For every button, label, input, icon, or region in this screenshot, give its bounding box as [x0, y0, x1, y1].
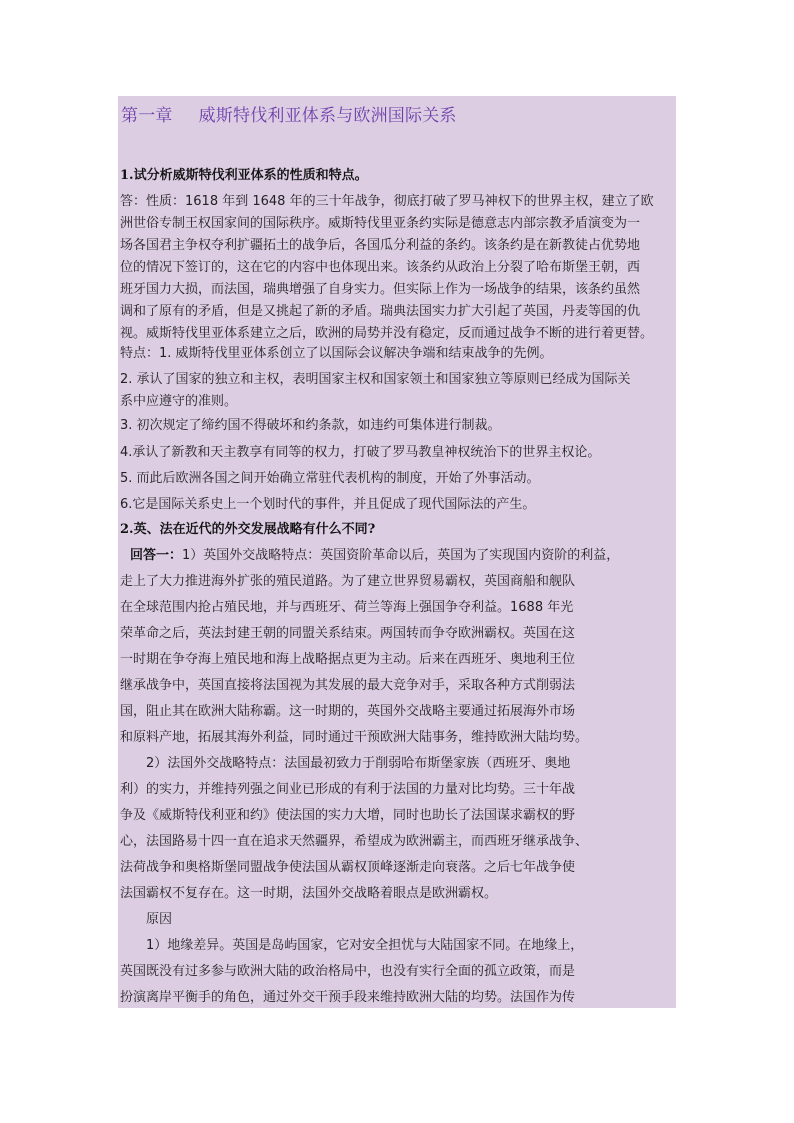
answer-line: 2）法国外交战略特点：法国最初致力于削弱哈布斯堡家族（西班牙、奥地: [146, 756, 571, 771]
document-page: [118, 96, 676, 1008]
feature-line: 系中应遵守的准则。: [120, 394, 238, 409]
answer-line: 洲世俗专制王权国家间的国际秩序。威斯特伐里亚条约实际是德意志内部宗教矛盾演变为一: [120, 216, 641, 231]
chapter-number: 第一章: [121, 106, 173, 126]
answer-line: 和原料产地，拓展其海外利益，同时通过干预欧洲大陆事务，维持欧洲大陆均势。: [120, 730, 589, 745]
answer-line: 走上了大力推进海外扩张的殖民道路。为了建立世界贸易霸权，英国商船和舰队: [120, 574, 576, 589]
answer-line: 班牙国力大损，而法国，瑞典增强了自身实力。但实际上作为一场战争的结果，该条约虽然: [120, 282, 641, 297]
feature-line: 4.承认了新教和天主教享有同等的权力，打破了罗马教皇神权统治下的世界主权论。: [120, 445, 601, 460]
answer-line: 英国既没有过多参与欧洲大陆的政治格局中，也没有实行全面的孤立政策，而是: [120, 964, 576, 979]
answer-line: 1）地缘差异。英国是岛屿国家，它对安全担忧与大陆国家不同。在地缘上，: [146, 938, 584, 953]
answer-line: 一时期在争夺海上殖民地和海上战略据点更为主动。后来在西班牙、奥地利王位: [120, 652, 576, 667]
answer-line: 答：性质：1618 年到 1648 年的三十年战争，彻底打破了罗马神权下的世界主权，建立了欧: [120, 194, 654, 209]
answer-label: 回答一：: [130, 548, 183, 563]
chapter-name: 威斯特伐利亚体系与欧洲国际关系: [198, 106, 457, 126]
chapter-title: [121, 104, 457, 128]
answer-line: 扮演离岸平衡手的角色，通过外交干预手段来维持欧洲大陆的均势。法国作为传: [120, 990, 576, 1005]
answer-line: 争及《威斯特伐利亚和约》使法国的实力大增，同时也助长了法国谋求霸权的野: [120, 808, 576, 823]
feature-line: 6.它是国际关系史上一个划时代的事件，并且促成了现代国际法的产生。: [120, 497, 536, 512]
answer-line: 调和了原有的矛盾，但是又挑起了新的矛盾。瑞典法国实力扩大引起了英国，丹麦等国的仇: [120, 304, 641, 319]
answer-line: 国，阻止其在欧洲大陆称霸。这一时期的，英国外交战略主要通过拓展海外市场: [120, 704, 576, 719]
feature-line: 3. 初次规定了缔约国不得破坏和约条款，如违约可集体进行制裁。: [120, 418, 501, 433]
answer-line: 视。威斯特伐里亚体系建立之后，欧洲的局势并没有稳定，反而通过战争不断的进行着更替。: [120, 326, 654, 341]
answer-line: 在全球范围内抢占殖民地，并与西班牙、荷兰等海上强国争夺利益。1688 年光: [120, 600, 574, 615]
answer-line: 位的情况下签订的，这在它的内容中也体现出来。该条约从政治上分裂了哈布斯堡王朝，西: [120, 260, 641, 275]
feature-line: 特点：1. 威斯特伐里亚体系创立了以国际会议解决争端和结束战争的先例。: [120, 346, 553, 361]
feature-line: 5. 而此后欧洲各国之间开始确立常驻代表机构的制度，开始了外事活动。: [120, 471, 540, 486]
reasons-heading: 原因: [146, 912, 173, 927]
answer-line: 利）的实力，并维持列强之间业已形成的有利于法国的力量对比均势。三十年战: [120, 782, 576, 797]
question-1-heading: 1.试分析威斯特伐利亚体系的性质和特点。: [120, 168, 368, 183]
question-2-heading: 2.英、法在近代的外交发展战略有什么不同?: [120, 522, 376, 537]
answer-line: 荣革命之后，英法封建王朝的同盟关系结束。两国转而争夺欧洲霸权。英国在这: [120, 626, 576, 641]
answer-line: 继承战争中，英国直接将法国视为其发展的最大竞争对手，采取各种方式削弱法: [120, 678, 576, 693]
answer-line: 场各国君主争权夺利扩疆拓土的战争后，各国瓜分利益的条约。该条约是在新教徒占优势地: [120, 238, 641, 253]
answer-line: 心，法国路易十四一直在追求天然疆界，希望成为欧洲霸主，而西班牙继承战争、: [120, 834, 589, 849]
feature-line: 2. 承认了国家的独立和主权，表明国家主权和国家领土和国家独立等原则已经成为国际关: [120, 372, 631, 387]
answer-line: 法国霸权不复存在。这一时期，法国外交战略着眼点是欧洲霸权。: [120, 886, 498, 901]
answer-line: 回答一：1）英国外交战略特点：英国资阶革命以后，英国为了实现国内资阶的利益，: [130, 548, 620, 563]
answer-line: 法荷战争和奥格斯堡同盟战争使法国从霸权顶峰逐渐走向衰落。之后七年战争使: [120, 860, 576, 875]
